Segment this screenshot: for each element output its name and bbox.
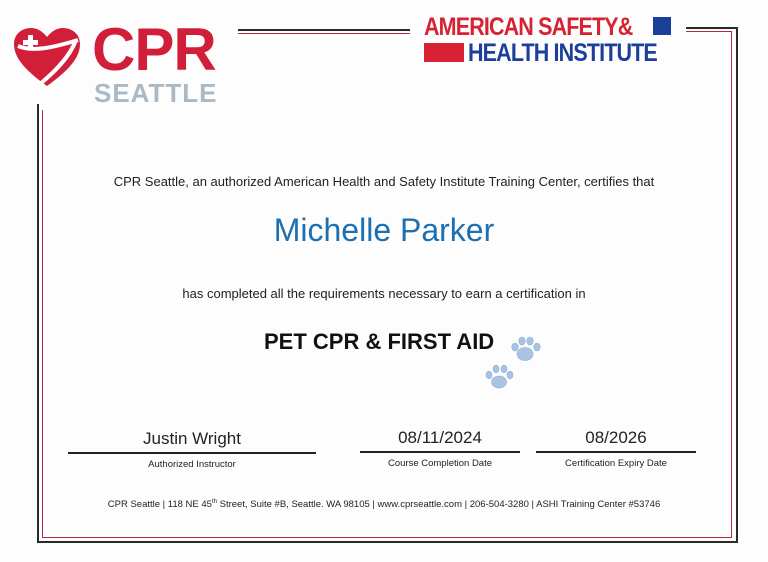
ashi-red-square: [424, 43, 464, 62]
frame-top-line-red: [238, 33, 410, 34]
paw-print-icon: [478, 326, 550, 398]
frame-top-line: [238, 29, 410, 31]
cpr-logo-text: CPR: [92, 16, 216, 83]
instructor-name: Justin Wright: [143, 429, 241, 448]
course-title: PET CPR & FIRST AID: [264, 329, 495, 354]
footer-superscript: th: [211, 499, 217, 505]
expiry-date-caption: Certification Expiry Date: [565, 458, 667, 469]
completion-date-line: [360, 451, 520, 453]
ashi-blue-square: [653, 17, 671, 35]
completion-statement: has completed all the requirements necessary to earn a certification in: [182, 286, 586, 301]
cpr-seattle-logo: [12, 16, 227, 110]
completion-date-caption: Course Completion Date: [387, 458, 493, 469]
seattle-logo-text: SEATTLE: [94, 78, 218, 108]
frame-bottom-line: [37, 541, 738, 543]
frame-top-right-line: [686, 27, 736, 29]
frame-bottom-line-red: [42, 537, 732, 538]
frame-right-line-red: [731, 31, 732, 538]
footer-contact: Street, Suite #B, Seattle. WA 98105 | www.cprseattle.com | 206-504-3280 | ASHI Training Center #53746: [216, 499, 661, 511]
instructor-caption: Authorized Instructor: [148, 459, 236, 470]
expiry-date: 08/2026: [585, 428, 647, 447]
heart-plus-logo-icon: [12, 26, 82, 90]
instructor-signature-line: [68, 452, 316, 454]
ashi-logo: [424, 14, 676, 66]
frame-top-right-line-red: [686, 31, 732, 32]
footer-contact-info: [0, 499, 768, 510]
frame-right-line: [736, 27, 738, 542]
footer-address: CPR Seattle | 118 NE 45: [107, 499, 212, 511]
ashi-logo-line1: AMERICAN SAFETY&: [424, 13, 633, 41]
certification-intro: CPR Seattle, an authorized American Health and Safety Institute Training Center, certifies that: [113, 174, 655, 189]
recipient-name: Michelle Parker: [273, 212, 495, 248]
expiry-date-line: [536, 451, 696, 453]
frame-left-line: [37, 104, 39, 542]
ashi-logo-line2: HEALTH INSTITUTE: [468, 39, 657, 67]
completion-date: 08/11/2024: [398, 428, 482, 447]
